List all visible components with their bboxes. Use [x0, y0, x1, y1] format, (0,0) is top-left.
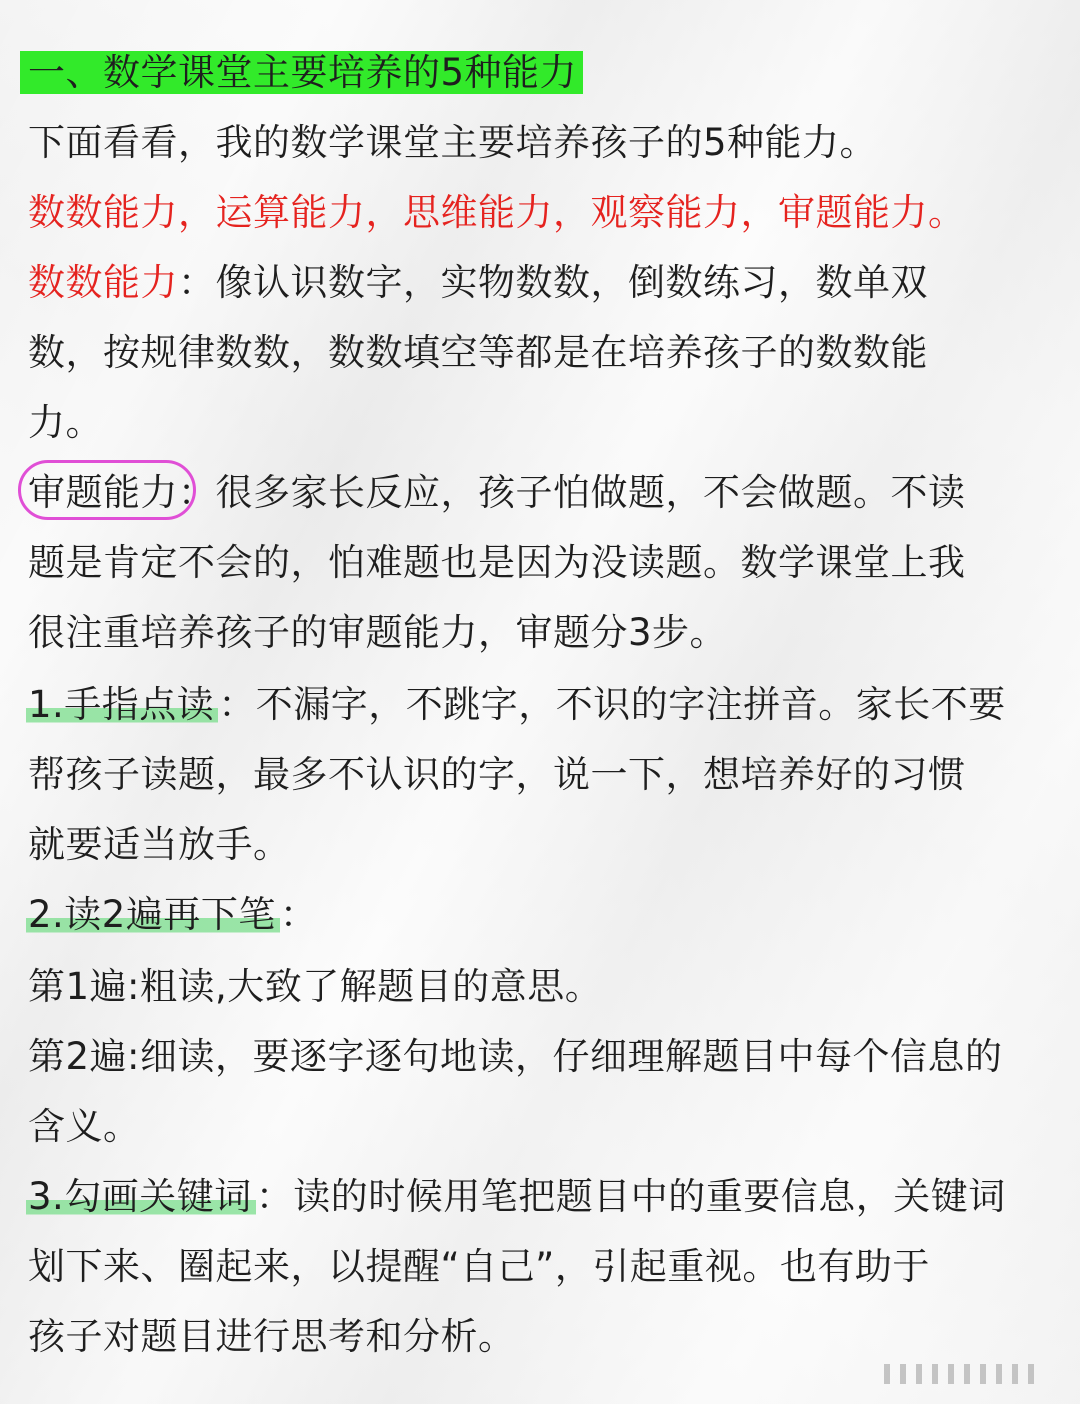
heading-text: 一、数学课堂主要培养的5种能力 — [20, 51, 583, 94]
counting-paragraph-line-1 — [28, 258, 928, 308]
abilities-list-line: 数数能力，运算能力，思维能力，观察能力，审题能力。 — [28, 191, 966, 234]
reading-text-1: ：很多家长反应，孩子怕做题，不会做题。不读 — [178, 471, 966, 514]
hand-drawn-circle — [18, 460, 196, 520]
step3-line-3: 孩子对题目进行思考和分析。 — [28, 1315, 516, 1358]
step2-heading — [28, 890, 317, 940]
counting-paragraph-line-3: 力。 — [28, 401, 103, 444]
step3-text-1: ：读的时候用笔把题目中的重要信息，关键词 — [255, 1175, 1006, 1218]
step1-line-2: 帮孩子读题，最多不认识的字，说一下，想培养好的习惯 — [28, 753, 966, 796]
reading-paragraph-line-1 — [28, 468, 966, 518]
step1-label: 1.手指点读 — [26, 683, 218, 726]
intro-line: 下面看看，我的数学课堂主要培养孩子的5种能力。 — [28, 121, 878, 164]
step2-pass1: 第1遍:粗读,大致了解题目的意思。 — [28, 965, 603, 1008]
step2-pass2-line-1: 第2遍:细读，要逐字逐句地读，仔细理解题目中每个信息的 — [28, 1035, 1003, 1078]
counting-text-1: ：像认识数字，实物数数，倒数练习，数单双 — [178, 261, 928, 304]
step3-label: 3.勾画关键词 — [26, 1175, 256, 1218]
reading-paragraph-line-3: 很注重培养孩子的审题能力，审题分3步。 — [28, 611, 728, 654]
step1-line-1 — [28, 680, 1006, 730]
reading-paragraph-line-2: 题是肯定不会的，怕难题也是因为没读题。数学课堂上我 — [28, 541, 966, 584]
counting-paragraph-line-2: 数，按规律数数，数数填空等都是在培养孩子的数数能 — [28, 331, 928, 374]
step3-line-1 — [28, 1172, 1006, 1222]
step1-line-3: 就要适当放手。 — [28, 823, 291, 866]
counting-label: 数数能力 — [28, 261, 178, 304]
reading-label: 审题能力 — [28, 471, 178, 514]
step2-pass2-line-2: 含义。 — [28, 1105, 141, 1148]
section-heading — [28, 48, 583, 98]
reading-label-circled — [28, 468, 178, 518]
watermark-bars-graphic — [880, 1358, 1060, 1388]
step2-colon: ： — [279, 893, 318, 936]
step1-text-1: ：不漏字，不跳字，不识的字注拼音。家长不要 — [218, 683, 1006, 726]
step2-label: 2.读2遍再下笔 — [26, 893, 280, 936]
step3-line-2: 划下来、圈起来，以提醒“自己”，引起重视。也有助于 — [28, 1245, 930, 1288]
